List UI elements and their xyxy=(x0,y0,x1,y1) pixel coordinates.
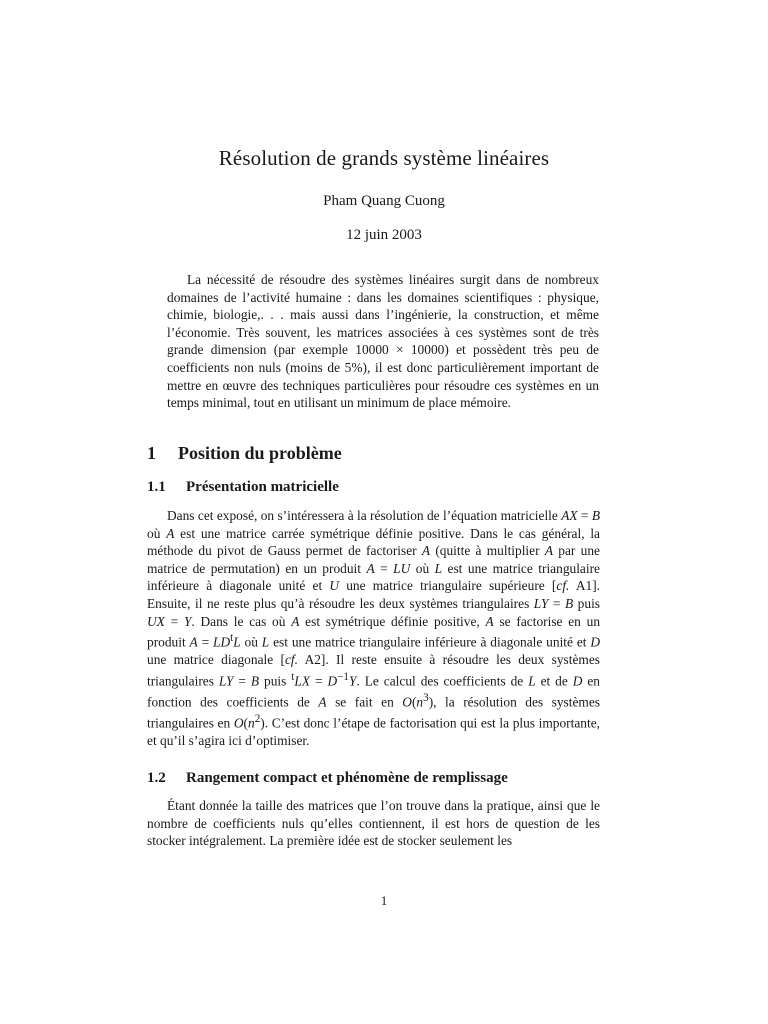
text-run: ( xyxy=(411,694,417,710)
math-var: L xyxy=(528,673,536,689)
paper-title: Résolution de grands système linéaires xyxy=(218,146,550,170)
subsection-number: 1.1 xyxy=(147,479,166,495)
math-var: B xyxy=(250,673,260,689)
math-var: A xyxy=(544,543,554,559)
text-run: = xyxy=(548,595,565,611)
math-var: A xyxy=(291,613,300,629)
text-run: où xyxy=(410,560,435,576)
text-run: est une matrice carrée symétrique définie positive. Dans le cas général, la méthode du pivot de Gauss permet de factoriser xyxy=(147,525,600,559)
text-run: puis xyxy=(573,595,600,611)
text-run: = xyxy=(233,673,251,689)
text-run: est une matrice triangulaire inférieure à diagonale unité et xyxy=(147,560,601,594)
math-var: A xyxy=(366,560,375,576)
math-var: LD xyxy=(213,634,231,650)
text-run: ), la résolution des systèmes triangulaires en xyxy=(147,694,600,731)
math-var: D xyxy=(327,673,338,689)
page-number: 1 xyxy=(380,893,388,908)
text-run: où xyxy=(147,525,167,541)
math-var: A xyxy=(189,634,198,650)
math-var: n xyxy=(416,694,424,710)
text-run: = xyxy=(164,613,184,629)
math-var: D xyxy=(572,673,583,689)
math-var: UX xyxy=(147,613,165,629)
section-number: 1 xyxy=(147,443,156,463)
paper-date: 12 juin 2003 xyxy=(346,227,422,243)
math-var: L xyxy=(261,634,270,650)
math-var: D xyxy=(590,634,601,650)
math-var: Y xyxy=(349,673,357,689)
body-paragraph-2: Étant donnée la taille des matrices que l’on trouve dans la pratique, ainsi que le nombre de coefficients nuls qu’elles contiennent, il est hors de question de les stocker intégralement. La première idée est de stocker seulement les xyxy=(147,798,600,849)
math-var: LX xyxy=(294,673,311,689)
text-run: = xyxy=(197,634,213,650)
text-run: est symétrique définie positive, xyxy=(299,613,486,629)
math-superscript: 2 xyxy=(254,712,261,725)
paper-author: Pham Quang Cuong xyxy=(323,193,445,209)
citation-cf: cf. xyxy=(284,652,298,668)
math-var: LY xyxy=(533,595,549,611)
math-var: A xyxy=(318,694,327,710)
text-run: = xyxy=(374,560,394,576)
text-run: (quitte à multiplier xyxy=(430,543,545,559)
text-run: ). C’est donc l’étape de factorisation qui est la plus importante, et qu’il s’agira ici d’optimiser. xyxy=(147,715,601,748)
math-superscript: t xyxy=(230,632,234,645)
math-var: U xyxy=(329,578,340,594)
section-title: Position du problème xyxy=(178,443,342,463)
math-var: LY xyxy=(218,673,234,689)
math-var: A xyxy=(485,613,494,629)
math-var: Y xyxy=(183,613,192,629)
text-run: en fonction des coefficients de xyxy=(147,673,600,710)
subsection-number: 1.2 xyxy=(147,770,166,786)
citation-cf: cf. xyxy=(556,578,570,594)
math-var: O xyxy=(233,715,244,731)
text-run: se fait en xyxy=(326,694,403,710)
section-heading-1 xyxy=(147,443,342,464)
math-superscript: 3 xyxy=(423,691,429,704)
text-run: et de xyxy=(535,673,573,689)
text-run: une matrice diagonale [ xyxy=(147,652,285,668)
math-var: B xyxy=(591,508,600,523)
math-var: O xyxy=(402,694,412,710)
text-run: A1]. Ensuite, il ne reste plus qu’à résoudre les deux systèmes triangulaires xyxy=(147,578,601,611)
text-run: = xyxy=(577,508,592,523)
text-run: . Dans le cas où xyxy=(191,613,292,629)
subsection-title: Présentation matricielle xyxy=(186,479,339,495)
text-run: = xyxy=(310,673,328,689)
text-run: où xyxy=(240,634,262,650)
text-run: ( xyxy=(243,715,248,731)
math-var: LU xyxy=(393,560,411,576)
text-run: A2]. Il reste ensuite à résoudre les deux systèmes triangulaires xyxy=(147,652,600,689)
math-var: AX xyxy=(561,508,578,523)
math-var: n xyxy=(247,715,255,731)
math-var: A xyxy=(166,525,175,541)
body-paragraph-1 xyxy=(147,507,600,750)
math-var: L xyxy=(434,560,443,576)
text-run: par une matrice de permutation) en un produit xyxy=(147,543,600,576)
subsection-title: Rangement compact et phénomène de remplissage xyxy=(186,770,508,786)
math-var: B xyxy=(564,595,574,611)
math-var: A xyxy=(421,543,431,559)
text-run: . Le calcul des coefficients de xyxy=(356,673,529,689)
text-run: Dans cet exposé, on s’intéressera à la résolution de l’équation matricielle xyxy=(167,508,562,523)
abstract-paragraph: La nécessité de résoudre des systèmes linéaires surgit dans de nombreux domaines de l’activité humaine : dans les domaines scientifiques : physique, chimie, biologie,. . . mais aussi dans l’ingénierie, la construction, et même l’économie. Très souvent, les matrices associées à ces systèmes sont de très grande dimension (par exemple 10000 × 10000) et possèdent très peu de coefficients non nuls (moins de 5%), il est donc particulièrement important de mettre en œuvre des techniques particulières pour résoudre ces systèmes en un temps minimal, tout en utilisant un minimum de place mémoire. xyxy=(167,272,599,411)
math-superscript: −1 xyxy=(337,670,350,683)
subsection-heading-1-2 xyxy=(147,770,508,787)
math-superscript: t xyxy=(291,670,295,683)
text-run: est une matrice triangulaire inférieure à diagonale unité et xyxy=(269,634,591,650)
text-run: se factorise en un produit xyxy=(147,613,601,650)
text-run: une matrice triangulaire supérieure [ xyxy=(339,578,557,594)
math-var: L xyxy=(233,634,241,650)
text-run: puis xyxy=(259,673,292,689)
subsection-heading-1-1 xyxy=(147,479,339,496)
